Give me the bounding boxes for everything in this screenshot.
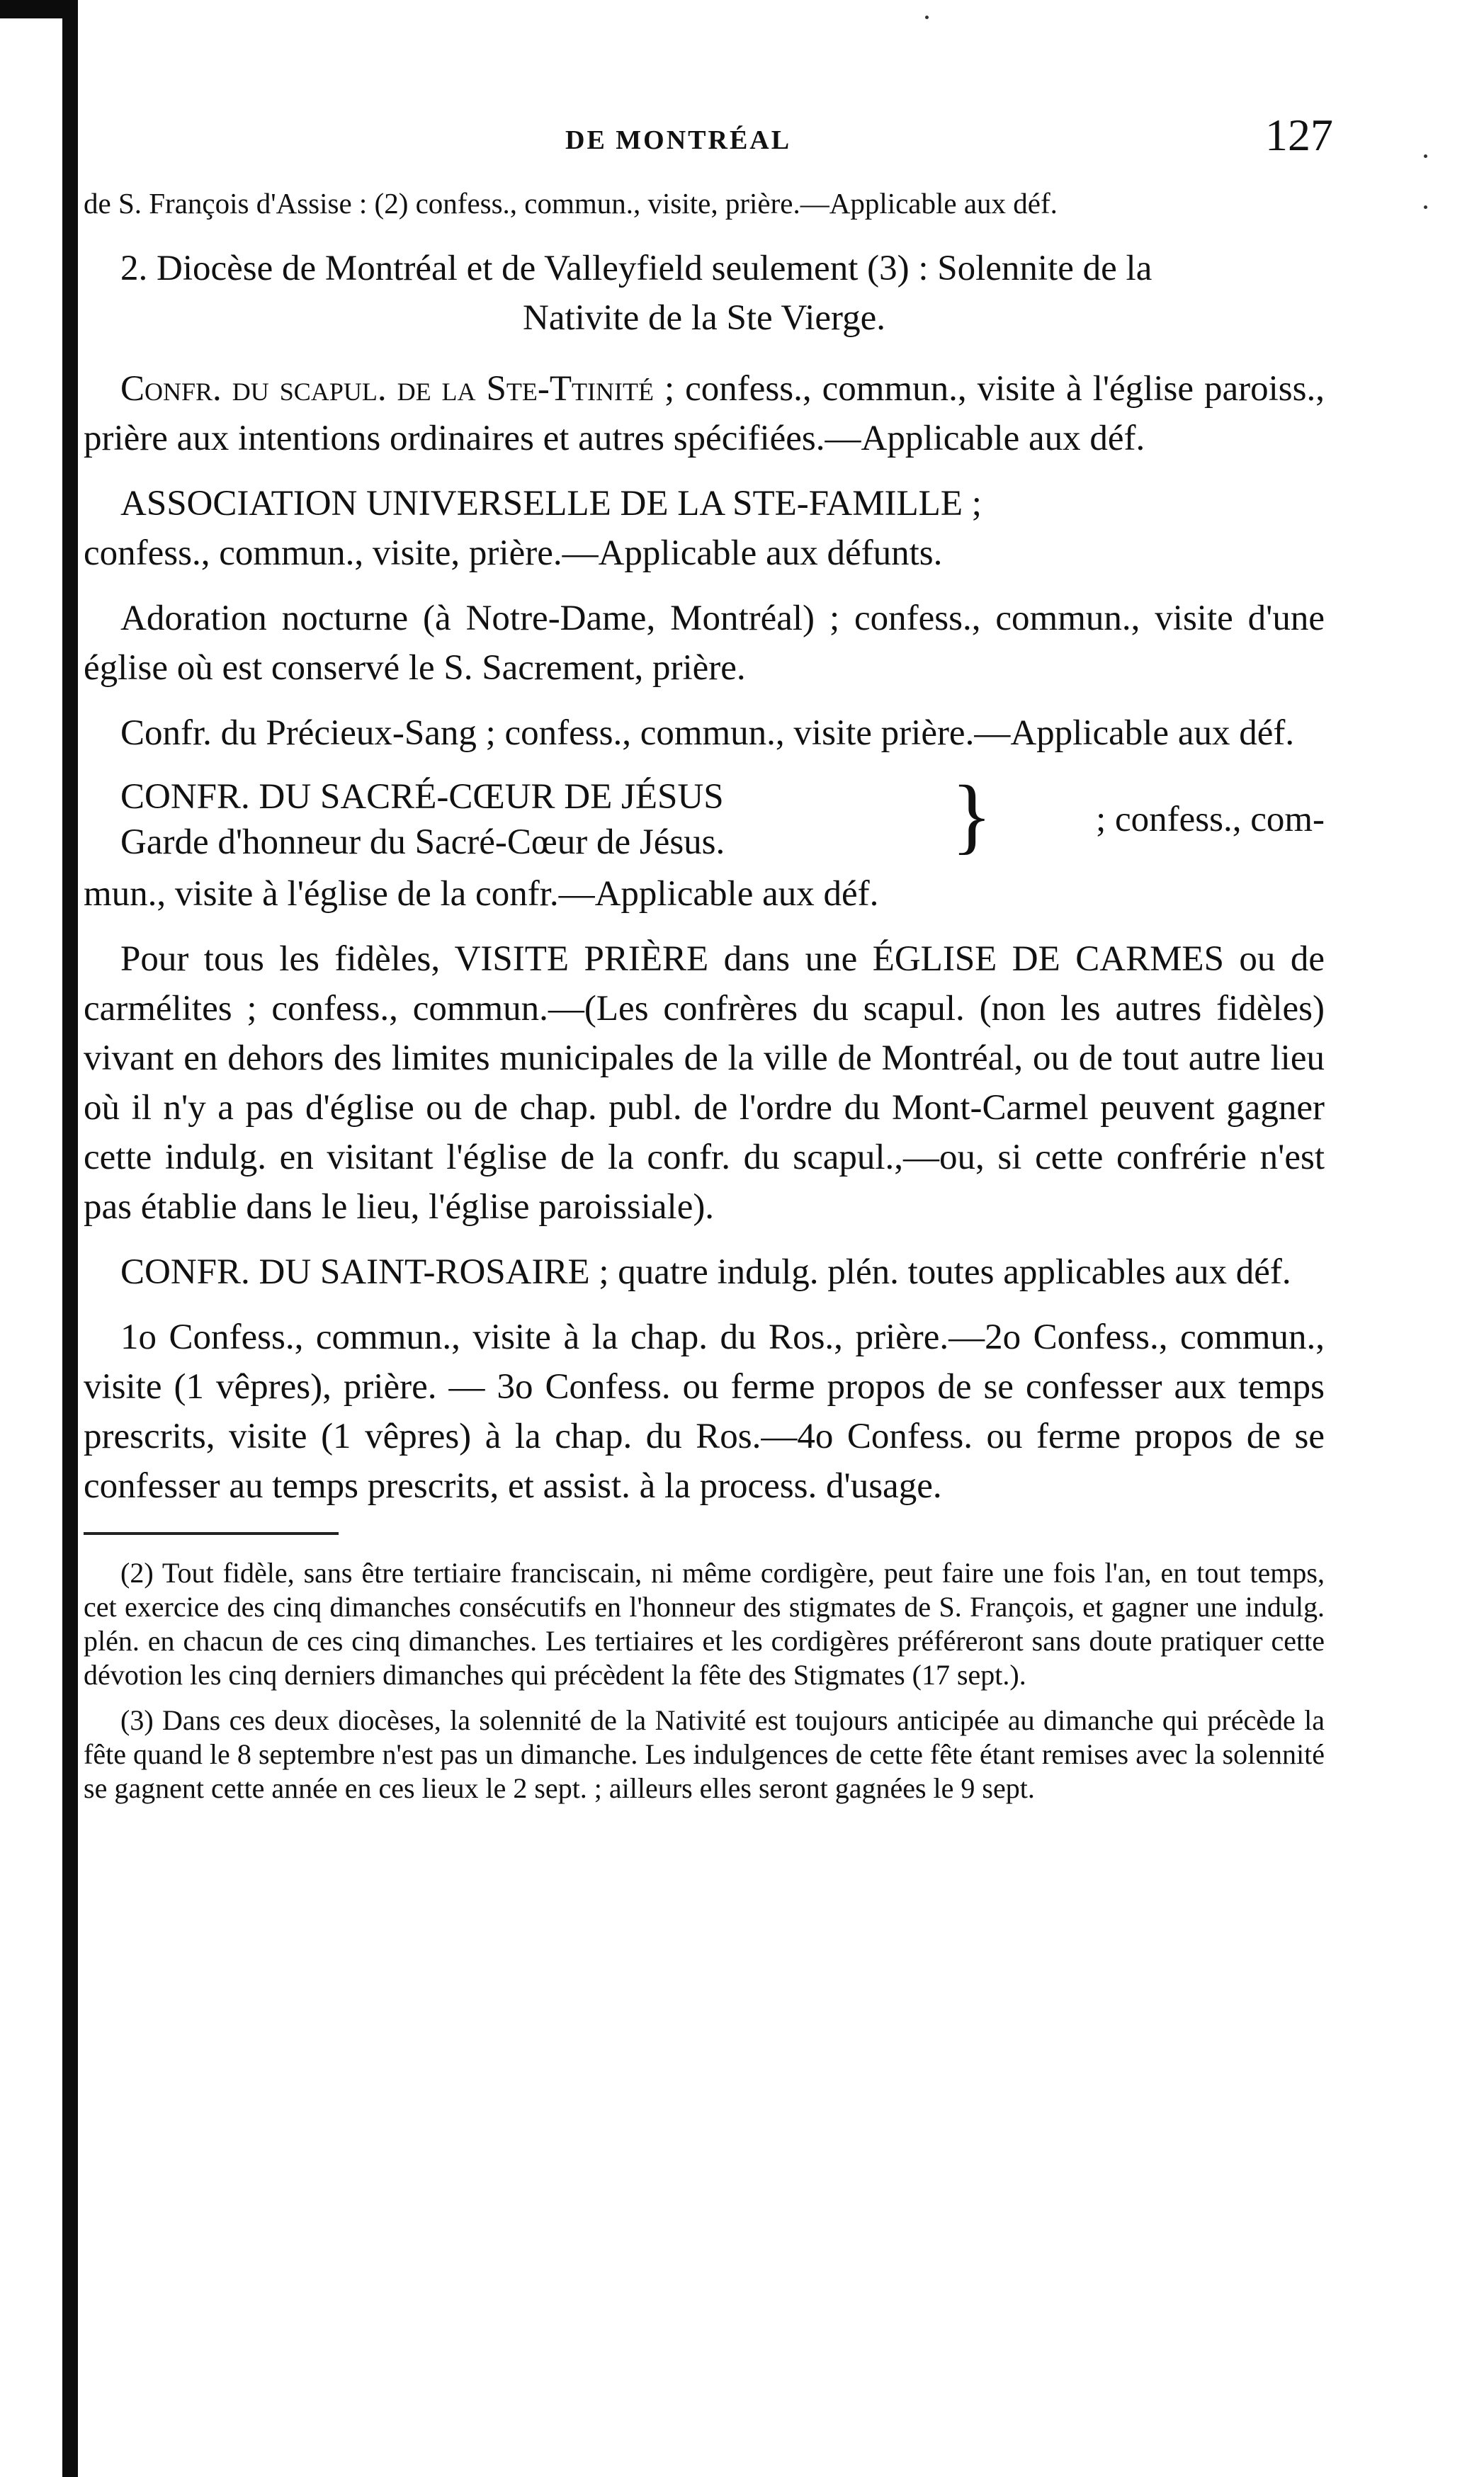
paragraph-association-title: ASSOCIATION UNIVERSELLE DE LA STE-FAMILLE ; bbox=[120, 484, 982, 523]
paragraph-saint-rosaire: CONFR. DU SAINT-ROSAIRE ; quatre indulg. plén. toutes applicables aux déf. bbox=[120, 1252, 1291, 1292]
sacre-coeur-block bbox=[84, 768, 1325, 869]
paragraph-confr-scapulaire bbox=[84, 364, 1325, 463]
book-page bbox=[84, 106, 1333, 1806]
paragraph-rosaire-indulgences: 1o Confess., commun., visite à la chap. du Ros., prière.—2o Confess., commun., visite (1 vêpres), prière. — 3o Confess. ou ferme propos de se confesser aux temps prescrits, visite (1 vêpres) à la chap. du Ros.—4o Confess. ou ferme propos de se confesser au temps prescrits, et assist. à la process. d'usage. bbox=[84, 1317, 1325, 1506]
confr-scapulaire-title: Confr. du scapul. de la Ste-Ttinité bbox=[120, 369, 654, 409]
page-header bbox=[84, 106, 1333, 184]
page-number: 127 bbox=[1265, 110, 1333, 160]
curly-brace: } bbox=[951, 768, 992, 862]
ink-speck bbox=[1424, 205, 1427, 209]
sacre-coeur-tail: ; confess., com- bbox=[1096, 800, 1325, 839]
paragraph-sacre-coeur-continued: mun., visite à l'église de la confr.—Applicable aux déf. bbox=[84, 874, 879, 914]
paragraph-precieux-sang: Confr. du Précieux-Sang ; confess., commun., visite prière.—Applicable aux déf. bbox=[120, 713, 1295, 753]
paragraph-association-text: confess., commun., visite, prière.—Applicable aux défunts. bbox=[84, 533, 943, 573]
paragraph-diocese-line2: Nativite de la Ste Vierge. bbox=[523, 298, 885, 338]
confr-scapulaire-text: ; confess., commun., visite à l'église paroiss., prière aux intentions ordinaires et autres spécifiées.—Applicable aux déf. bbox=[84, 369, 1325, 458]
footnote-2: (2) Tout fidèle, sans être tertiaire franciscain, ni même cordigère, peut faire une fois l'an, en tout temps, cet exercice des cinq dimanches consécutifs en l'honneur des stigmates de S. François, et gagner une indulg. plén. en chacun de ces cinq dimanches. Les tertiaires et les cordigères préféreront sans doute pratiquer cette dévotion les cinq derniers dimanches qui précèdent la fête des Stigmates (17 sept.). bbox=[84, 1557, 1325, 1691]
sacre-coeur-line2: Garde d'honneur du Sacré-Cœur de Jésus. bbox=[120, 822, 725, 862]
sacre-coeur-line1: CONFR. DU SACRÉ-CŒUR DE JÉSUS bbox=[120, 777, 724, 817]
footnote-separator bbox=[84, 1532, 339, 1535]
running-title: DE MONTRÉAL bbox=[565, 125, 792, 155]
paragraph-adoration-nocturne: Adoration nocturne (à Notre-Dame, Montréal) ; confess., commun., visite d'une église où est conservé le S. Sacrement, prière. bbox=[84, 599, 1325, 688]
paragraph-eglise-carmes: Pour tous les fidèles, VISITE PRIÈRE dans une ÉGLISE DE CARMES ou de carmélites ; confess., commun.—(Les confrères du scapul. (non les autres fidèles) vivant en dehors des limites municipales de la ville de Montréal, ou de tout autre lieu où il n'y a pas d'église ou de chap. publ. de l'ordre du Mont-Carmel peuvent gagner cette indulg. en visitant l'église de la confr. du scapul.,—ou, si cette confrérie n'est pas établie dans le lieu, l'église paroissiale). bbox=[84, 939, 1325, 1227]
footnote-3: (3) Dans ces deux diocèses, la solennité de la Nativité est toujours anticipée au dimanche qui précède la fête quand le 8 septembre n'est pas un dimanche. Les indulgences de cette fête étant remises avec la solennité se gagnent cette année en ces lieux le 2 sept. ; ailleurs elles seront gagnées le 9 sept. bbox=[84, 1704, 1325, 1804]
ink-speck bbox=[925, 16, 929, 19]
binding-edge bbox=[62, 0, 78, 2477]
paragraph-diocese-line1: 2. Diocèse de Montréal et de Valleyfield seulement (3) : Solennite de la bbox=[120, 249, 1152, 288]
paragraph-saint-francois: de S. François d'Assise : (2) confess., commun., visite, prière.—Applicable aux déf. bbox=[84, 187, 1058, 220]
ink-speck bbox=[1424, 154, 1427, 158]
